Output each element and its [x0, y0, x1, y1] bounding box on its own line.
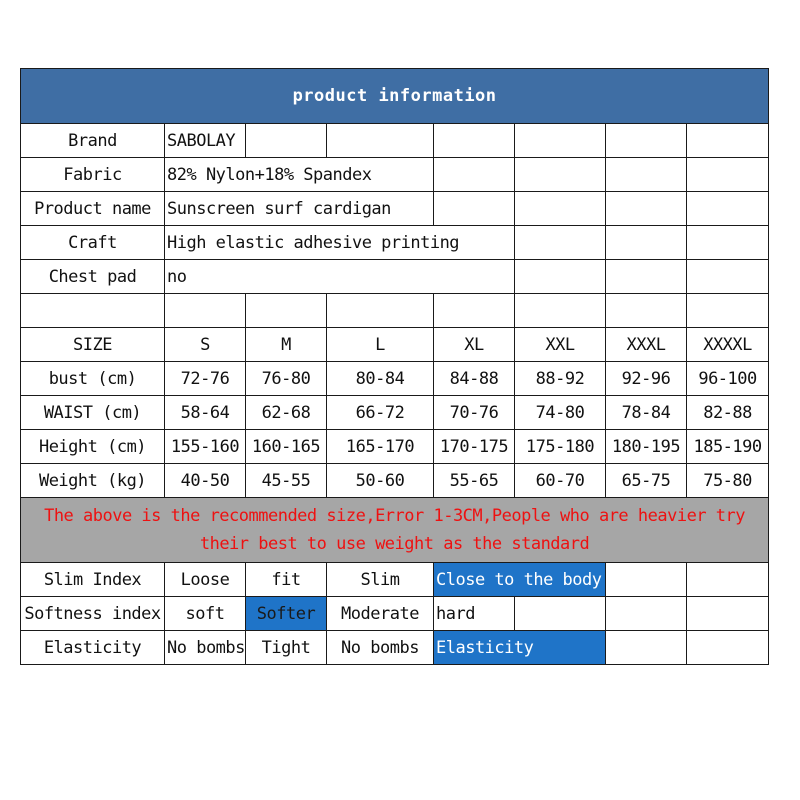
- height-cell: 175-180: [515, 430, 606, 464]
- size-note-row: [21, 498, 769, 563]
- waist-cell: 78-84: [606, 396, 687, 430]
- empty-cell: [246, 294, 327, 328]
- height-cell: 160-165: [246, 430, 327, 464]
- slim-option: Slim: [327, 563, 434, 597]
- weight-cell: 65-75: [606, 464, 687, 498]
- waist-cell: 66-72: [327, 396, 434, 430]
- size-note: The above is the recommended size,Error 1-3CM,People who are heavier try their best to use weight as the standard: [21, 498, 769, 563]
- craft-row: [21, 226, 769, 260]
- empty-cell: [246, 124, 327, 158]
- page-title: product information: [21, 69, 769, 124]
- empty-cell: [606, 563, 687, 597]
- product-name-row: [21, 192, 769, 226]
- chest-pad-row: [21, 260, 769, 294]
- weight-row: [21, 464, 769, 498]
- height-cell: 180-195: [606, 430, 687, 464]
- empty-cell: [21, 294, 165, 328]
- brand-row: [21, 124, 769, 158]
- weight-cell: 60-70: [515, 464, 606, 498]
- weight-cell: 55-65: [434, 464, 515, 498]
- bust-cell: 88-92: [515, 362, 606, 396]
- elasticity-option: No bombs: [327, 631, 434, 665]
- empty-cell: [606, 158, 687, 192]
- bust-label: bust (cm): [21, 362, 165, 396]
- empty-cell: [606, 192, 687, 226]
- empty-cell: [515, 260, 606, 294]
- height-label: Height (cm): [21, 430, 165, 464]
- size-cell: S: [165, 328, 246, 362]
- product-name-value: Sunscreen surf cardigan: [165, 192, 434, 226]
- softness-index-row: [21, 597, 769, 631]
- empty-cell: [687, 192, 769, 226]
- empty-cell: [515, 226, 606, 260]
- empty-cell: [515, 158, 606, 192]
- height-cell: 185-190: [687, 430, 769, 464]
- empty-cell: [687, 260, 769, 294]
- size-header-row: [21, 328, 769, 362]
- craft-value: High elastic adhesive printing: [165, 226, 515, 260]
- waist-cell: 74-80: [515, 396, 606, 430]
- empty-cell: [687, 158, 769, 192]
- waist-cell: 82-88: [687, 396, 769, 430]
- brand-label: Brand: [21, 124, 165, 158]
- height-cell: 170-175: [434, 430, 515, 464]
- bust-cell: 96-100: [687, 362, 769, 396]
- empty-cell: [606, 597, 687, 631]
- fabric-value: 82% Nylon+18% Spandex: [165, 158, 434, 192]
- elasticity-option: Tight: [246, 631, 327, 665]
- title-row: [21, 69, 769, 124]
- empty-cell: [606, 260, 687, 294]
- height-row: [21, 430, 769, 464]
- waist-row: [21, 396, 769, 430]
- empty-cell: [515, 597, 606, 631]
- empty-cell: [515, 294, 606, 328]
- empty-cell: [687, 631, 769, 665]
- bust-cell: 76-80: [246, 362, 327, 396]
- size-cell: XL: [434, 328, 515, 362]
- empty-cell: [687, 294, 769, 328]
- craft-label: Craft: [21, 226, 165, 260]
- empty-cell: [327, 294, 434, 328]
- size-cell: XXL: [515, 328, 606, 362]
- size-label: SIZE: [21, 328, 165, 362]
- brand-value: SABOLAY: [165, 124, 246, 158]
- size-cell: M: [246, 328, 327, 362]
- waist-label: WAIST (cm): [21, 396, 165, 430]
- softness-index-label: Softness index: [21, 597, 165, 631]
- empty-cell: [687, 124, 769, 158]
- empty-cell: [687, 597, 769, 631]
- bust-cell: 80-84: [327, 362, 434, 396]
- product-info-table: [20, 68, 769, 665]
- height-cell: 155-160: [165, 430, 246, 464]
- softness-option-selected: Softer: [246, 597, 327, 631]
- waist-cell: 62-68: [246, 396, 327, 430]
- empty-cell: [165, 294, 246, 328]
- softness-option: hard: [434, 597, 515, 631]
- empty-cell: [434, 124, 515, 158]
- weight-cell: 75-80: [687, 464, 769, 498]
- size-cell: L: [327, 328, 434, 362]
- weight-cell: 40-50: [165, 464, 246, 498]
- waist-cell: 70-76: [434, 396, 515, 430]
- empty-cell: [434, 192, 515, 226]
- slim-option: Loose: [165, 563, 246, 597]
- empty-cell: [606, 294, 687, 328]
- blank-row: [21, 294, 769, 328]
- product-name-label: Product name: [21, 192, 165, 226]
- elasticity-label: Elasticity: [21, 631, 165, 665]
- waist-cell: 58-64: [165, 396, 246, 430]
- empty-cell: [515, 124, 606, 158]
- weight-label: Weight (kg): [21, 464, 165, 498]
- slim-index-label: Slim Index: [21, 563, 165, 597]
- empty-cell: [327, 124, 434, 158]
- empty-cell: [606, 226, 687, 260]
- weight-cell: 50-60: [327, 464, 434, 498]
- empty-cell: [434, 158, 515, 192]
- bust-cell: 84-88: [434, 362, 515, 396]
- fabric-row: [21, 158, 769, 192]
- empty-cell: [606, 631, 687, 665]
- slim-index-row: [21, 563, 769, 597]
- bust-cell: 72-76: [165, 362, 246, 396]
- elasticity-option-selected: Elasticity: [434, 631, 606, 665]
- empty-cell: [687, 226, 769, 260]
- elasticity-row: [21, 631, 769, 665]
- elasticity-option: No bombs: [165, 631, 246, 665]
- size-cell: XXXL: [606, 328, 687, 362]
- empty-cell: [515, 192, 606, 226]
- weight-cell: 45-55: [246, 464, 327, 498]
- softness-option: soft: [165, 597, 246, 631]
- empty-cell: [687, 563, 769, 597]
- fabric-label: Fabric: [21, 158, 165, 192]
- empty-cell: [606, 124, 687, 158]
- slim-option-selected: Close to the body: [434, 563, 606, 597]
- slim-option: fit: [246, 563, 327, 597]
- product-info-sheet: [20, 68, 768, 665]
- empty-cell: [434, 294, 515, 328]
- chest-pad-value: no: [165, 260, 515, 294]
- chest-pad-label: Chest pad: [21, 260, 165, 294]
- softness-option: Moderate: [327, 597, 434, 631]
- bust-cell: 92-96: [606, 362, 687, 396]
- bust-row: [21, 362, 769, 396]
- height-cell: 165-170: [327, 430, 434, 464]
- size-cell: XXXXL: [687, 328, 769, 362]
